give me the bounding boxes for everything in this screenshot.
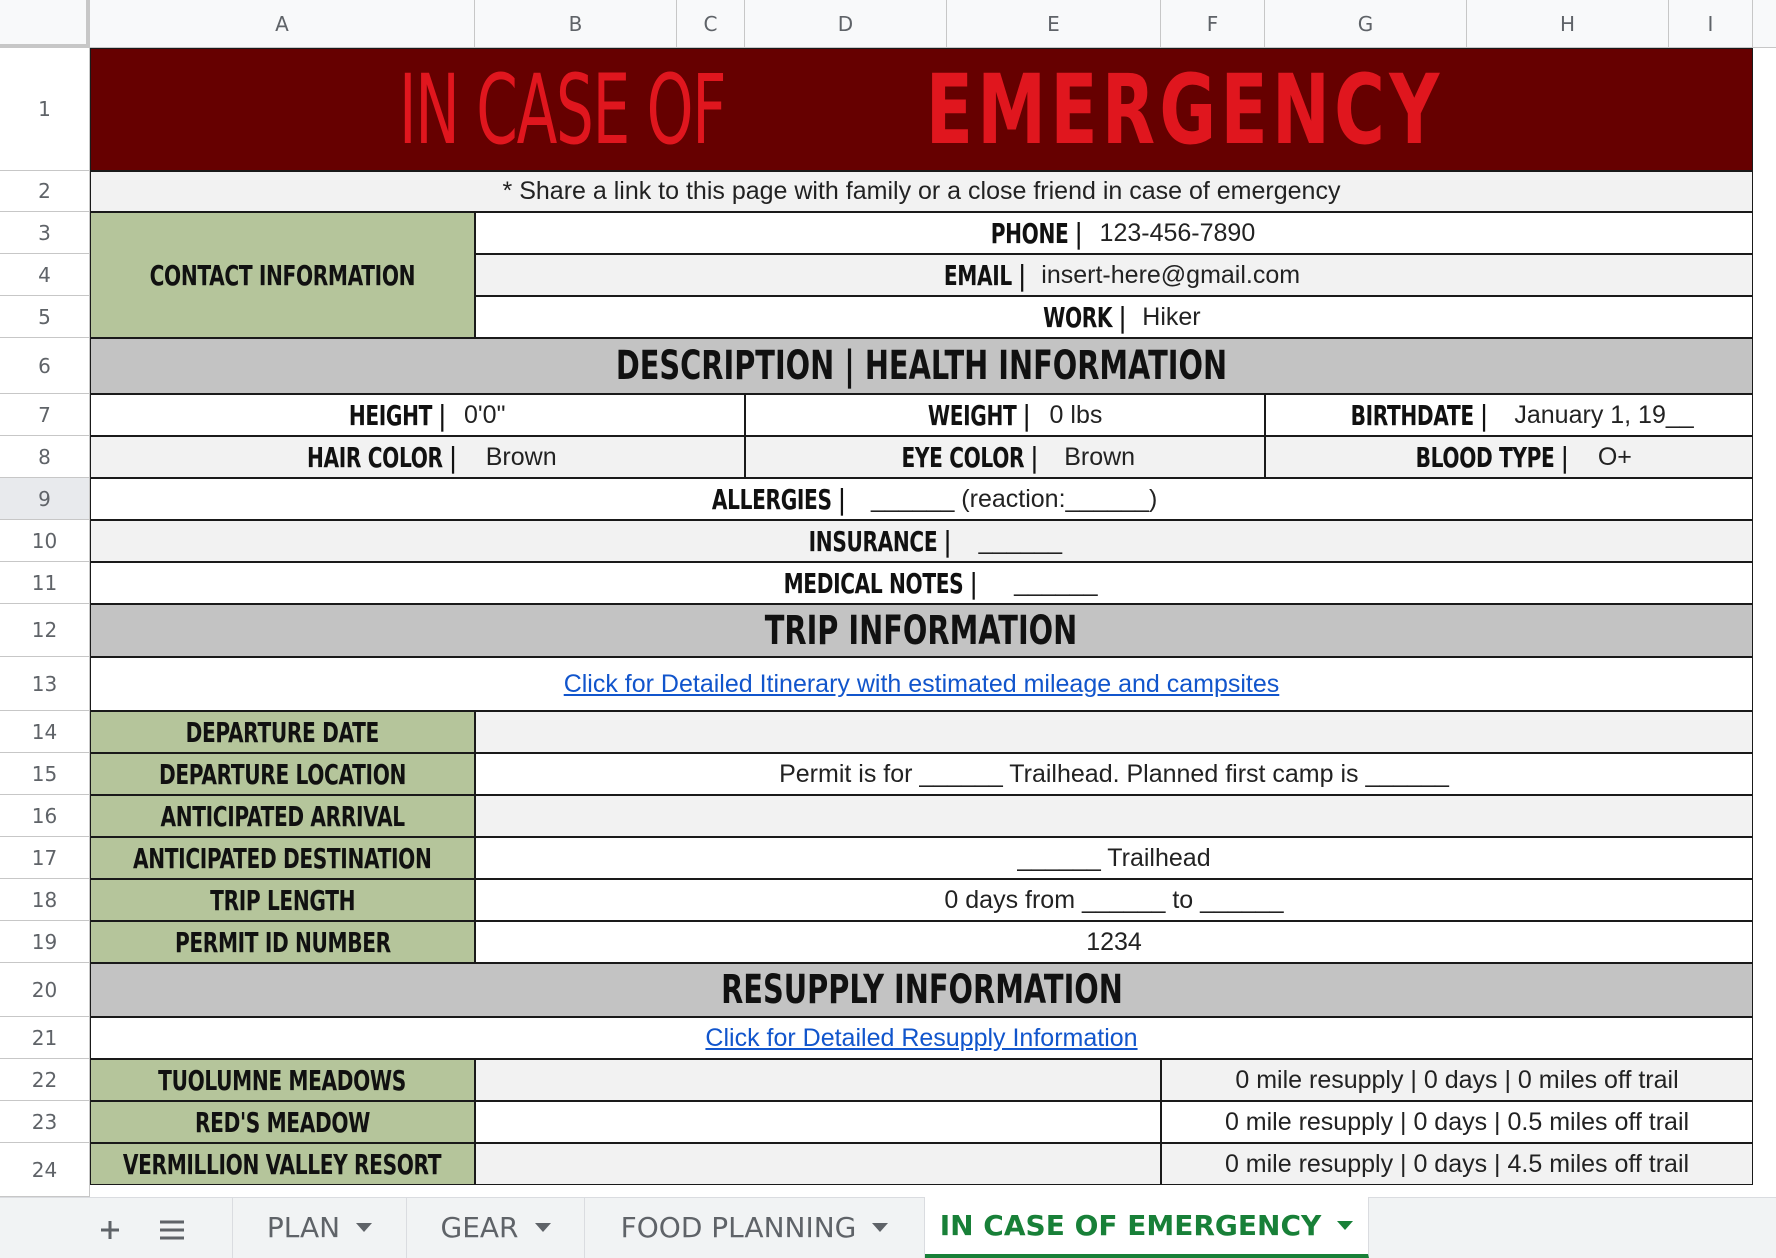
row-header-24[interactable]: 24 [0, 1143, 90, 1197]
resupply-section-title: RESUPPLY INFORMATION [720, 967, 1123, 1013]
resupply-detail-cell[interactable] [1161, 1143, 1753, 1185]
weight-cell[interactable] [745, 394, 1265, 436]
email-cell[interactable] [475, 254, 1753, 296]
sheet-tab-gear[interactable] [407, 1197, 585, 1258]
departure-date-value-cell[interactable] [475, 711, 1753, 753]
insurance-cell[interactable] [90, 520, 1753, 562]
select-all-corner[interactable] [0, 0, 90, 48]
hair-color-label: HAIR COLOR | [307, 440, 457, 474]
column-header-c[interactable]: C [677, 0, 745, 48]
resupply-location-label: TUOLUMNE MEADOWS [158, 1063, 407, 1097]
row-header-14[interactable]: 14 [0, 711, 90, 753]
row-header-23[interactable]: 23 [0, 1101, 90, 1143]
insurance-value: ______ [978, 526, 1062, 555]
row-header-13[interactable]: 13 [0, 657, 90, 711]
height-label: HEIGHT | [348, 398, 446, 432]
row-header-2[interactable]: 2 [0, 171, 90, 212]
departure-location-value: Permit is for ______ Trailhead. Planned first camp is ______ [779, 759, 1449, 788]
row-header-1[interactable]: 1 [0, 48, 90, 171]
trip-label-cell[interactable] [90, 879, 475, 921]
anticipated-destination-value: ______ Trailhead [1017, 843, 1211, 872]
sheet-tab-in-case-of-emergency[interactable] [925, 1197, 1369, 1258]
resupply-label-cell[interactable] [90, 1059, 475, 1101]
dropdown-caret-icon [1337, 1221, 1353, 1230]
phone-label: PHONE | [990, 216, 1082, 250]
departure-date-label: DEPARTURE DATE [185, 715, 380, 749]
birthdate-label: BIRTHDATE | [1350, 398, 1488, 432]
insurance-label: INSURANCE | [808, 524, 951, 558]
resupply-location-label: VERMILLION VALLEY RESORT [123, 1148, 442, 1181]
menu-icon [159, 1219, 185, 1241]
column-header-h[interactable]: H [1467, 0, 1669, 48]
row-header-7[interactable]: 7 [0, 394, 90, 436]
emergency-banner[interactable] [90, 48, 1753, 171]
row-header-16[interactable]: 16 [0, 795, 90, 837]
eye-color-value: Brown [1064, 442, 1136, 471]
row-header-17[interactable]: 17 [0, 837, 90, 879]
column-header-f[interactable]: F [1161, 0, 1265, 48]
column-header-d[interactable]: D [745, 0, 947, 48]
row-header-19[interactable]: 19 [0, 921, 90, 963]
phone-cell[interactable] [475, 212, 1753, 254]
share-note-cell[interactable] [90, 171, 1753, 212]
row-header-11[interactable]: 11 [0, 562, 90, 604]
row-header-10[interactable]: 10 [0, 520, 90, 562]
plus-icon [99, 1219, 121, 1241]
sheet-tab-label: GEAR [440, 1211, 519, 1244]
resupply-label-cell[interactable] [90, 1143, 475, 1185]
trip-length-value-cell[interactable] [475, 879, 1753, 921]
sheet-tab-plan[interactable] [232, 1197, 407, 1258]
row-header-9[interactable]: 9 [0, 478, 90, 520]
anticipated-destination-value-cell[interactable] [475, 837, 1753, 879]
departure-location-value-cell[interactable] [475, 753, 1753, 795]
phone-value: 123-456-7890 [1099, 218, 1256, 247]
row-header-18[interactable]: 18 [0, 879, 90, 921]
dropdown-caret-icon [535, 1223, 551, 1232]
blood-type-cell[interactable] [1265, 436, 1753, 478]
dropdown-caret-icon [872, 1223, 888, 1232]
departure-location-label: DEPARTURE LOCATION [159, 757, 406, 791]
trip-section-title: TRIP INFORMATION [765, 607, 1078, 654]
trip-length-label: TRIP LENGTH [210, 883, 355, 917]
height-cell[interactable] [90, 394, 745, 436]
trip-label-cell[interactable] [90, 711, 475, 753]
itinerary-link-cell[interactable] [90, 657, 1753, 711]
resupply-link[interactable]: Click for Detailed Resupply Information [705, 1023, 1138, 1052]
medical-notes-cell[interactable] [90, 562, 1753, 604]
row-header-12[interactable]: 12 [0, 604, 90, 657]
all-sheets-button[interactable] [152, 1210, 192, 1250]
trip-label-cell[interactable] [90, 753, 475, 795]
row-header-6[interactable]: 6 [0, 338, 90, 394]
share-note: * Share a link to this page with family or a close friend in case of emergency [502, 177, 1341, 205]
work-cell[interactable] [475, 296, 1753, 338]
resupply-detail-cell[interactable] [1161, 1059, 1753, 1101]
banner-title-part2: EMERGENCY [925, 53, 1444, 166]
column-header-filler [1753, 0, 1776, 48]
anticipated-arrival-value-cell[interactable] [475, 795, 1753, 837]
trip-label-cell[interactable] [90, 795, 475, 837]
row-header-4[interactable]: 4 [0, 254, 90, 296]
sheet-tab-label: FOOD PLANNING [620, 1211, 857, 1244]
row-header-5[interactable]: 5 [0, 296, 90, 338]
permit-id-value: 1234 [1086, 927, 1142, 956]
weight-label: WEIGHT | [927, 398, 1030, 432]
blood-type-label: BLOOD TYPE | [1415, 440, 1569, 474]
dropdown-caret-icon [356, 1223, 372, 1232]
email-label: EMAIL | [943, 258, 1026, 292]
permit-id-value-cell[interactable] [475, 921, 1753, 963]
column-header-g[interactable]: G [1265, 0, 1467, 48]
resupply-notes-cell[interactable] [475, 1059, 1161, 1101]
row-header-22[interactable]: 22 [0, 1059, 90, 1101]
row-header-15[interactable]: 15 [0, 753, 90, 795]
permit-id-label: PERMIT ID NUMBER [174, 925, 391, 959]
medical-notes-value: ______ [1014, 568, 1098, 597]
contact-info-label-cell[interactable] [90, 212, 475, 338]
row-header-21[interactable]: 21 [0, 1017, 90, 1059]
column-header-a[interactable]: A [90, 0, 475, 48]
resupply-notes-cell[interactable] [475, 1101, 1161, 1143]
itinerary-link[interactable]: Click for Detailed Itinerary with estimated mileage and campsites [563, 669, 1280, 698]
column-header-i[interactable]: I [1669, 0, 1753, 48]
hair-color-value: Brown [485, 442, 557, 471]
birthdate-cell[interactable] [1265, 394, 1753, 436]
resupply-detail: 0 mile resupply | 0 days | 0 miles off trail [1235, 1065, 1679, 1094]
trip-length-value: 0 days from ______ to ______ [944, 885, 1284, 914]
resupply-detail: 0 mile resupply | 0 days | 0.5 miles off trail [1224, 1107, 1690, 1136]
resupply-notes-cell[interactable] [475, 1143, 1161, 1185]
trip-section-header[interactable] [90, 604, 1753, 657]
sheet-tab-food-planning[interactable] [585, 1197, 925, 1258]
work-label: WORK | [1043, 300, 1127, 334]
contact-info-label: CONTACT INFORMATION [149, 258, 416, 292]
medical-notes-label: MEDICAL NOTES | [783, 566, 977, 600]
column-header-e[interactable]: E [947, 0, 1161, 48]
eye-color-label: EYE COLOR | [901, 440, 1038, 474]
allergies-cell[interactable] [90, 478, 1753, 520]
anticipated-arrival-label: ANTICIPATED ARRIVAL [160, 799, 405, 833]
work-value: Hiker [1142, 302, 1201, 331]
sheet-tab-label: IN CASE OF EMERGENCY [939, 1209, 1322, 1242]
trip-label-cell[interactable] [90, 921, 475, 963]
resupply-detail: 0 mile resupply | 0 days | 4.5 miles off trail [1224, 1150, 1690, 1178]
add-sheet-button[interactable] [90, 1210, 130, 1250]
row-header-20[interactable]: 20 [0, 963, 90, 1017]
email-value: insert-here@gmail.com [1041, 260, 1301, 289]
resupply-location-label: RED'S MEADOW [195, 1105, 370, 1139]
banner-title-part1: IN CASE OF [398, 53, 725, 166]
row-header-8[interactable]: 8 [0, 436, 90, 478]
allergies-value: ______ (reaction:______) [870, 484, 1158, 513]
resupply-section-header[interactable] [90, 963, 1753, 1017]
health-section-header[interactable] [90, 338, 1753, 394]
height-value: 0'0" [464, 400, 506, 429]
resupply-label-cell[interactable] [90, 1101, 475, 1143]
eye-color-cell[interactable] [745, 436, 1265, 478]
blood-type-value: O+ [1597, 442, 1632, 471]
weight-value: 0 lbs [1049, 400, 1103, 429]
anticipated-destination-label: ANTICIPATED DESTINATION [133, 841, 432, 875]
health-section-title: DESCRIPTION | HEALTH INFORMATION [615, 343, 1228, 389]
hair-color-cell[interactable] [90, 436, 745, 478]
column-header-b[interactable]: B [475, 0, 677, 48]
resupply-link-cell[interactable] [90, 1017, 1753, 1059]
resupply-detail-cell[interactable] [1161, 1101, 1753, 1143]
allergies-label: ALLERGIES | [711, 482, 846, 516]
birthdate-value: January 1, 19__ [1514, 400, 1694, 429]
row-header-3[interactable]: 3 [0, 212, 90, 254]
trip-label-cell[interactable] [90, 837, 475, 879]
sheet-tab-label: PLAN [266, 1211, 341, 1244]
